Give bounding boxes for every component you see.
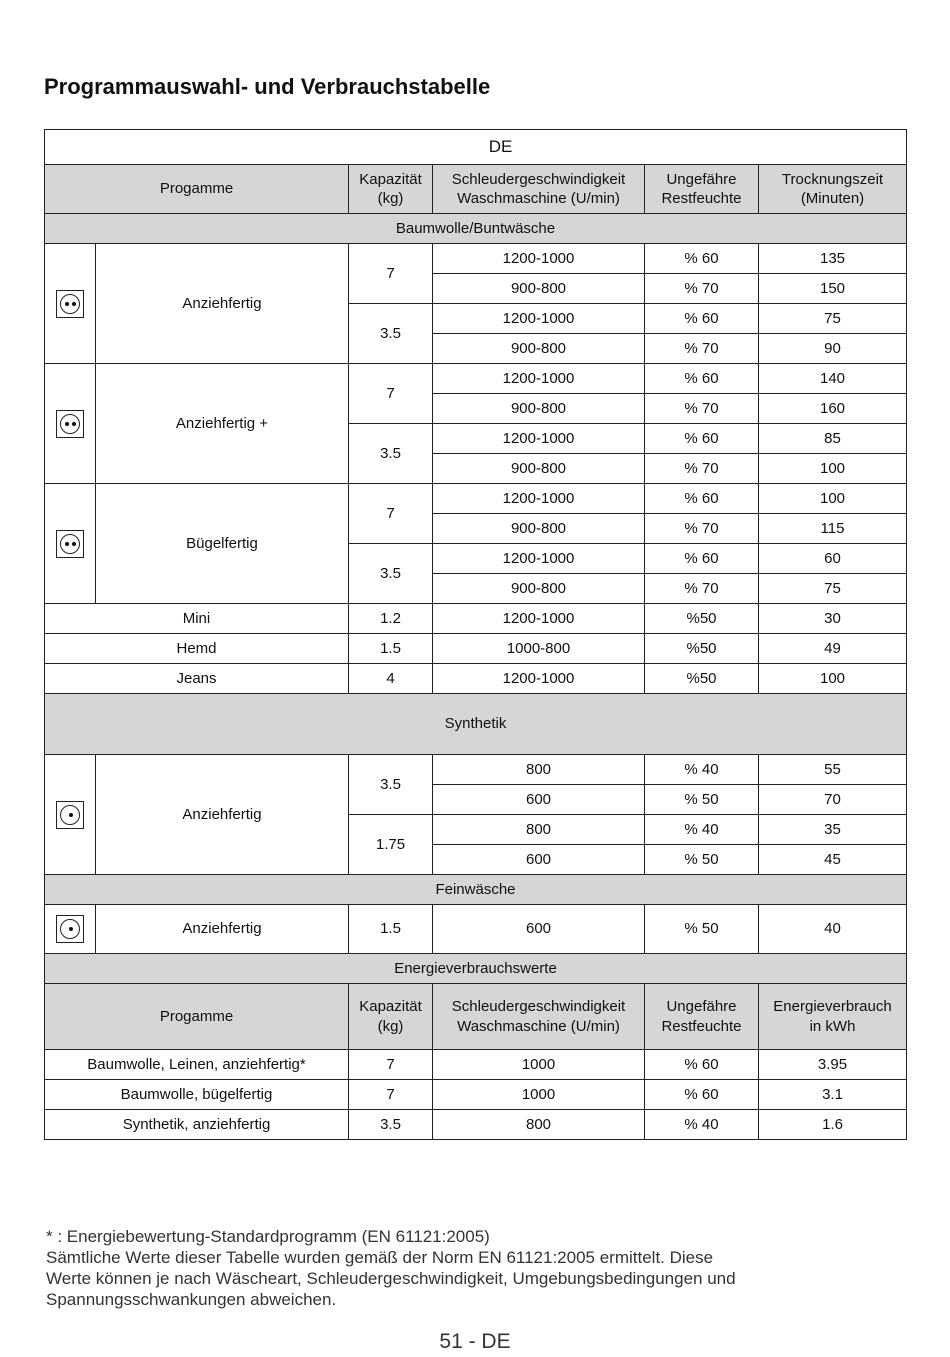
time-cell: 100 — [759, 484, 907, 514]
table-row — [45, 604, 907, 634]
dot-icon — [65, 302, 69, 306]
time-cell: 35 — [759, 815, 907, 845]
residual-cell: % 60 — [645, 304, 759, 334]
footnote-line: * : Energiebewertung-Standardprogramm (EN 61121:2005) — [46, 1227, 490, 1246]
residual-cell: % 60 — [645, 1080, 759, 1110]
dryer-one-dot-icon — [56, 801, 84, 829]
header-capacity: Kapazität (kg) — [349, 984, 433, 1050]
table-row — [45, 905, 907, 954]
header-time: Trocknungszeit (Minuten) — [759, 165, 907, 214]
time-cell: 75 — [759, 574, 907, 604]
program-name: Anziehfertig — [96, 244, 349, 364]
spin-cell: 800 — [433, 1110, 645, 1140]
section-title: Feinwäsche — [45, 875, 907, 905]
residual-cell: % 70 — [645, 574, 759, 604]
header-residual: Ungefähre Restfeuchte — [645, 165, 759, 214]
residual-cell: % 70 — [645, 394, 759, 424]
capacity-cell: 3.5 — [349, 1110, 433, 1140]
table-row — [45, 1110, 907, 1140]
table-row — [45, 244, 907, 274]
residual-cell: %50 — [645, 634, 759, 664]
spin-cell: 600 — [433, 845, 645, 875]
section-row — [45, 694, 907, 755]
table-row — [45, 1080, 907, 1110]
program-icon-cell — [45, 244, 96, 364]
time-cell: 60 — [759, 544, 907, 574]
header-row — [45, 984, 907, 1050]
program-name: Synthetik, anziehfertig — [45, 1110, 349, 1140]
value-cell: 3.95 — [759, 1050, 907, 1080]
program-icon-cell — [45, 484, 96, 604]
program-name: Anziehfertig + — [96, 364, 349, 484]
program-name: Anziehfertig — [96, 905, 349, 954]
capacity-cell: 4 — [349, 664, 433, 694]
residual-cell: % 60 — [645, 544, 759, 574]
capacity-cell: 3.5 — [349, 304, 433, 364]
capacity-cell: 1.5 — [349, 634, 433, 664]
program-name: Hemd — [45, 634, 349, 664]
value-cell: 100 — [759, 664, 907, 694]
capacity-cell: 3.5 — [349, 424, 433, 484]
dot-icon — [65, 422, 69, 426]
spin-cell: 1200-1000 — [433, 664, 645, 694]
header-program: Progamme — [45, 984, 349, 1050]
value-cell: 49 — [759, 634, 907, 664]
dot-icon — [72, 542, 76, 546]
spin-cell: 1200-1000 — [433, 304, 645, 334]
section-row — [45, 875, 907, 905]
spin-cell: 900-800 — [433, 454, 645, 484]
capacity-cell: 7 — [349, 1080, 433, 1110]
program-icon-cell — [45, 905, 96, 954]
residual-cell: % 60 — [645, 484, 759, 514]
header-program: Progamme — [45, 165, 349, 214]
section-row — [45, 954, 907, 984]
capacity-cell: 3.5 — [349, 755, 433, 815]
spin-cell: 900-800 — [433, 334, 645, 364]
residual-cell: %50 — [645, 604, 759, 634]
residual-cell: % 50 — [645, 845, 759, 875]
residual-cell: % 70 — [645, 274, 759, 304]
spin-cell: 900-800 — [433, 514, 645, 544]
capacity-cell: 1.2 — [349, 604, 433, 634]
spin-cell: 1200-1000 — [433, 484, 645, 514]
time-cell: 45 — [759, 845, 907, 875]
residual-cell: % 60 — [645, 424, 759, 454]
program-name: Jeans — [45, 664, 349, 694]
page-number: 51 - DE — [439, 1330, 511, 1353]
residual-cell: % 50 — [645, 785, 759, 815]
program-name: Baumwolle, bügelfertig — [45, 1080, 349, 1110]
program-consumption-table — [44, 129, 907, 1140]
capacity-cell: 3.5 — [349, 544, 433, 604]
spin-cell: 1200-1000 — [433, 244, 645, 274]
header-energy: Energieverbrauch in kWh — [759, 984, 907, 1050]
section-title: Baumwolle/Buntwäsche — [45, 214, 907, 244]
table-row — [45, 755, 907, 785]
program-icon-cell — [45, 364, 96, 484]
residual-cell: % 60 — [645, 244, 759, 274]
footnote-line: Werte können je nach Wäscheart, Schleudergeschwindigkeit, Umgebungsbedingungen und — [46, 1269, 736, 1288]
dryer-two-dots-icon — [56, 410, 84, 438]
spin-cell: 1000 — [433, 1050, 645, 1080]
residual-cell: % 40 — [645, 1110, 759, 1140]
section-row — [45, 214, 907, 244]
program-name: Mini — [45, 604, 349, 634]
spin-cell: 1200-1000 — [433, 604, 645, 634]
spin-cell: 900-800 — [433, 394, 645, 424]
residual-cell: % 50 — [645, 905, 759, 954]
table-row — [45, 364, 907, 394]
time-cell: 150 — [759, 274, 907, 304]
dryer-two-dots-icon — [56, 530, 84, 558]
table-row — [45, 1050, 907, 1080]
language-label: DE — [45, 130, 907, 165]
table-row — [45, 484, 907, 514]
header-capacity: Kapazität (kg) — [349, 165, 433, 214]
residual-cell: % 70 — [645, 334, 759, 364]
residual-cell: % 40 — [645, 755, 759, 785]
table-row — [45, 664, 907, 694]
spin-cell: 600 — [433, 785, 645, 815]
program-name: Baumwolle, Leinen, anziehfertig* — [45, 1050, 349, 1080]
language-row — [45, 130, 907, 165]
spin-cell: 600 — [433, 905, 645, 954]
header-spin: Schleudergeschwindigkeit Waschmaschine (U/min) — [433, 165, 645, 214]
capacity-cell: 1.75 — [349, 815, 433, 875]
dot-icon — [69, 813, 73, 817]
program-icon-cell — [45, 755, 96, 875]
value-cell: 30 — [759, 604, 907, 634]
spin-cell: 1200-1000 — [433, 424, 645, 454]
dot-icon — [69, 927, 73, 931]
residual-cell: %50 — [645, 664, 759, 694]
footnote-line: Sämtliche Werte dieser Tabelle wurden gemäß der Norm EN 61121:2005 ermittelt. Diese — [46, 1248, 714, 1267]
capacity-cell: 7 — [349, 1050, 433, 1080]
spin-cell: 1200-1000 — [433, 364, 645, 394]
spin-cell: 900-800 — [433, 574, 645, 604]
footnote — [46, 1226, 906, 1310]
capacity-cell: 1.5 — [349, 905, 433, 954]
residual-cell: % 70 — [645, 454, 759, 484]
time-cell: 40 — [759, 905, 907, 954]
residual-cell: % 60 — [645, 364, 759, 394]
time-cell: 115 — [759, 514, 907, 544]
residual-cell: % 70 — [645, 514, 759, 544]
capacity-cell: 7 — [349, 244, 433, 304]
value-cell: 3.1 — [759, 1080, 907, 1110]
capacity-cell: 7 — [349, 364, 433, 424]
spin-cell: 800 — [433, 815, 645, 845]
spin-cell: 800 — [433, 755, 645, 785]
header-row — [45, 165, 907, 214]
value-cell: 1.6 — [759, 1110, 907, 1140]
program-name: Bügelfertig — [96, 484, 349, 604]
dot-icon — [72, 422, 76, 426]
spin-cell: 1200-1000 — [433, 544, 645, 574]
header-spin: Schleudergeschwindigkeit Waschmaschine (U/min) — [433, 984, 645, 1050]
time-cell: 140 — [759, 364, 907, 394]
dryer-two-dots-icon — [56, 290, 84, 318]
dot-icon — [65, 542, 69, 546]
time-cell: 55 — [759, 755, 907, 785]
table-row — [45, 634, 907, 664]
dryer-one-dot-icon — [56, 915, 84, 943]
time-cell: 135 — [759, 244, 907, 274]
capacity-cell: 7 — [349, 484, 433, 544]
time-cell: 90 — [759, 334, 907, 364]
page-title: Programmauswahl- und Verbrauchstabelle — [44, 74, 491, 99]
section-title: Synthetik — [45, 694, 907, 755]
time-cell: 70 — [759, 785, 907, 815]
dot-icon — [72, 302, 76, 306]
time-cell: 160 — [759, 394, 907, 424]
spin-cell: 1000-800 — [433, 634, 645, 664]
time-cell: 85 — [759, 424, 907, 454]
header-residual: Ungefähre Restfeuchte — [645, 984, 759, 1050]
footnote-line: Spannungsschwankungen abweichen. — [46, 1290, 337, 1309]
spin-cell: 1000 — [433, 1080, 645, 1110]
residual-cell: % 60 — [645, 1050, 759, 1080]
program-name: Anziehfertig — [96, 755, 349, 875]
section-title: Energieverbrauchswerte — [45, 954, 907, 984]
time-cell: 100 — [759, 454, 907, 484]
spin-cell: 900-800 — [433, 274, 645, 304]
residual-cell: % 40 — [645, 815, 759, 845]
time-cell: 75 — [759, 304, 907, 334]
